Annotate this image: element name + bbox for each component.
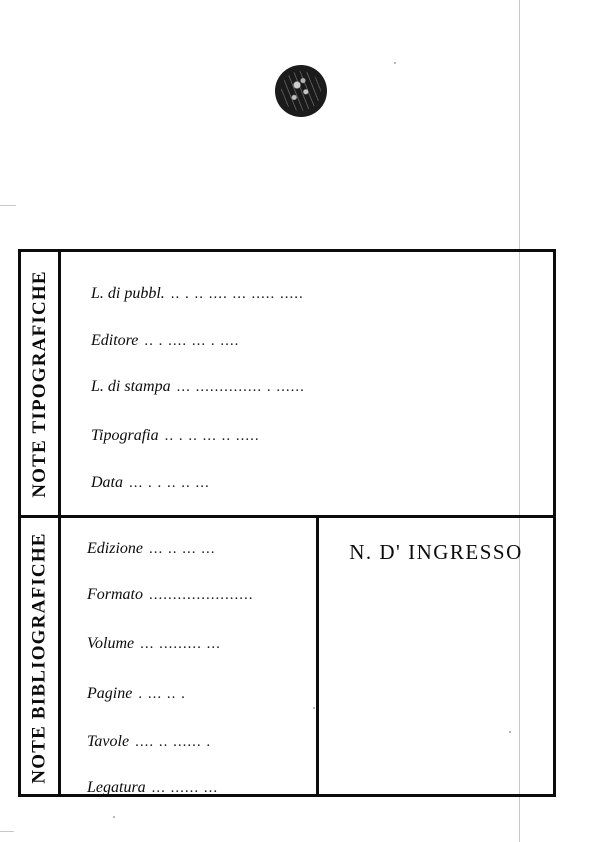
field-value-leader: .... .. ...... . bbox=[135, 734, 212, 750]
field-label: Editore bbox=[91, 332, 139, 349]
field-value-leader: ...................... bbox=[149, 587, 254, 603]
field-value-leader: . ... .. . bbox=[138, 686, 186, 702]
field-value-leader: ... ...... ... bbox=[151, 780, 219, 796]
field-row-tavole[interactable] bbox=[87, 733, 211, 751]
field-label: Tipografia bbox=[91, 427, 159, 444]
field-row-legatura[interactable] bbox=[87, 779, 218, 797]
scan-speck-bottom bbox=[113, 816, 115, 818]
section-heading-label: NOTE TIPOGRAFICHE bbox=[28, 269, 50, 498]
scan-speck-top bbox=[394, 62, 396, 64]
field-label: L. di stampa bbox=[91, 378, 171, 395]
ink-stamp-texture bbox=[281, 71, 321, 111]
catalog-card bbox=[18, 249, 556, 797]
field-value-leader: ... .. ... ... bbox=[149, 541, 216, 557]
note-tipografiche-fields bbox=[61, 252, 553, 515]
field-row-volume[interactable] bbox=[87, 635, 221, 653]
scan-tick-left-lower bbox=[0, 831, 14, 832]
field-value-leader: ... . . .. .. ... bbox=[129, 475, 210, 491]
field-label: Edizione bbox=[87, 540, 143, 557]
field-row-data[interactable] bbox=[91, 474, 210, 492]
field-value-leader: .. . .. .... ... ..... ..... bbox=[170, 286, 304, 302]
field-row-formato[interactable] bbox=[87, 586, 254, 604]
accession-number-title: N. D' INGRESSO bbox=[349, 540, 523, 564]
field-value-leader: .. . .... ... . .... bbox=[144, 333, 240, 349]
field-label: Tavole bbox=[87, 733, 130, 750]
section-heading-note-bibliografiche bbox=[21, 518, 61, 797]
field-label: Volume bbox=[87, 635, 135, 652]
field-label: Legatura bbox=[87, 779, 146, 796]
section-note-bibliografiche bbox=[21, 518, 553, 797]
note-bibliografiche-fields bbox=[61, 518, 319, 797]
scan-tick-left bbox=[0, 205, 16, 206]
field-label: Data bbox=[91, 474, 123, 491]
field-row-edizione[interactable] bbox=[87, 540, 216, 558]
section-heading-note-tipografiche bbox=[21, 252, 61, 515]
field-row-editore[interactable] bbox=[91, 332, 239, 350]
field-label: Formato bbox=[87, 586, 143, 603]
field-row-luogo-stampa[interactable] bbox=[91, 378, 305, 396]
field-label: Pagine bbox=[87, 685, 133, 702]
field-row-luogo-pubblicazione[interactable] bbox=[91, 285, 304, 303]
section-note-tipografiche bbox=[21, 252, 553, 518]
field-value-leader: ... ......... ... bbox=[140, 636, 221, 652]
field-label: L. di pubbl. bbox=[91, 285, 165, 302]
section-heading-label: NOTE BIBLIOGRAFICHE bbox=[28, 531, 50, 784]
field-value-leader: ... .............. . ...... bbox=[176, 379, 305, 395]
field-row-tipografia[interactable] bbox=[91, 427, 260, 445]
ink-stamp-icon bbox=[275, 65, 327, 117]
field-row-pagine[interactable] bbox=[87, 685, 186, 703]
field-value-leader: .. . .. ... .. ..... bbox=[164, 428, 260, 444]
